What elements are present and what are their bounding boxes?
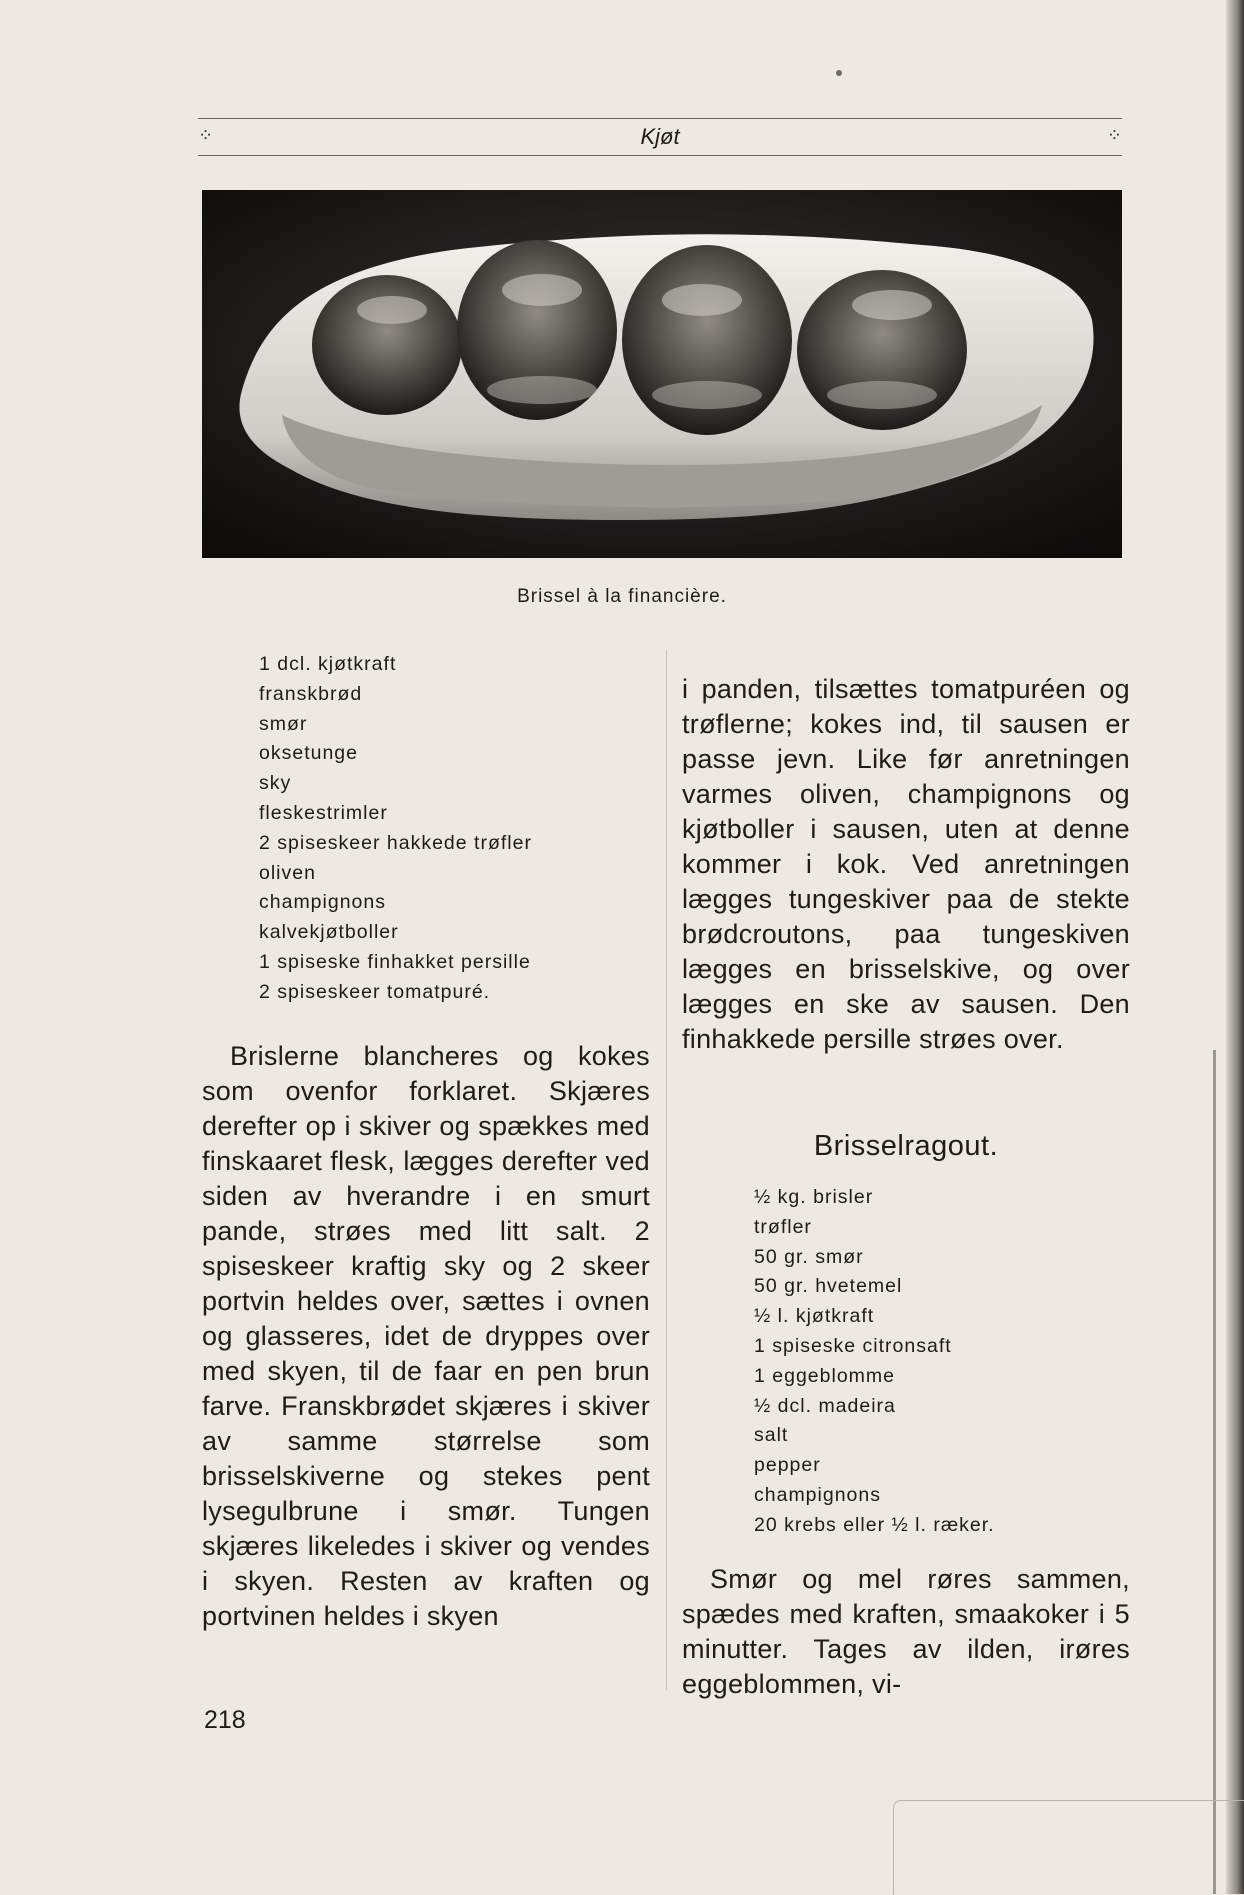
- ingredient-item: 20 krebs eller ½ l. ræker.: [754, 1513, 995, 1536]
- ingredient-list-brissel: [259, 650, 659, 1008]
- dish-photograph: [202, 190, 1122, 558]
- ingredient-item: ½ kg. brisler: [754, 1186, 874, 1208]
- recipe-body-left: Brislerne blancheres og kokes som ovenfor forklaret. Skjæres derefter op i skiver og spækkes med finskaaret flesk, lægges derefter ved siden av hverandre i en smurt pande, strøes med litt salt. 2 spiseskeer kraftig sky og 2 skeer portvin heldes over, sættes i ovnen og glasseres, idet de dryppes over med skyen, til de faar en pen brun farve. Franskbrødet skjæres i skiver av samme størrelse som brisselskiverne og stekes pent lysegulbrune i smør. Tungen skjæres likeledes i skiver og vendes i skyen. Resten av kraften og portvinen heldes i skyen: [202, 1041, 650, 1631]
- ingredient-item: trøfler: [754, 1215, 812, 1238]
- page-number: 218: [204, 1706, 246, 1734]
- column-divider: [666, 650, 667, 1690]
- ingredient-list-brisselragout: [754, 1183, 1154, 1541]
- ingredient-item: ½ dcl. madeira: [754, 1394, 896, 1417]
- ingredient-item: champignons: [259, 891, 386, 914]
- ingredient-item: kalvekjøtboller: [259, 921, 399, 944]
- ingredient-item: 50 gr. smør: [754, 1245, 864, 1268]
- running-header-title: Kjøt: [640, 124, 680, 149]
- ingredient-item: champignons: [754, 1483, 881, 1506]
- dish-illustration: [202, 190, 1122, 558]
- page-edge-line: [1213, 1050, 1216, 1894]
- ingredient-item: sky: [259, 772, 292, 795]
- ingredient-item: 2 spiseskeer tomatpuré.: [259, 980, 491, 1003]
- ingredient-item: smør: [259, 712, 308, 735]
- page-corner-mark: [893, 1800, 1244, 1895]
- ingredient-item: 50 gr. hvetemel: [754, 1275, 903, 1298]
- photo-caption: Brissel à la financière.: [517, 586, 727, 607]
- ingredient-item: 1 spiseske finhakket persille: [259, 950, 531, 973]
- page-edge-shadow: [1226, 0, 1244, 1894]
- ornament-right-icon: ⁘: [1106, 125, 1122, 146]
- ingredient-item: 1 spiseske citronsaft: [754, 1334, 952, 1357]
- running-header: [198, 118, 1122, 156]
- recipe-body-brisselragout: Smør og mel røres sammen, spædes med kraften, smaakoker i 5 minutter. Tages av ilden, irøres eggeblommen, vi-: [682, 1564, 1130, 1699]
- ingredient-item: pepper: [754, 1454, 821, 1477]
- recipe-title-brisselragout: Brisselragout.: [813, 1130, 999, 1162]
- ingredient-item: ½ l. kjøtkraft: [754, 1305, 875, 1328]
- ingredient-item: 1 dcl. kjøtkraft: [259, 653, 397, 675]
- ingredient-item: oksetunge: [259, 742, 358, 765]
- ingredient-item: franskbrød: [259, 682, 363, 705]
- ingredient-item: 2 spiseskeer hakkede trøfler: [259, 831, 532, 854]
- page-speck: [836, 70, 842, 76]
- recipe-body-right: i panden, tilsættes tomatpuréen og trøflerne; kokes ind, til sausen er passe jevn. Like før anretningen varmes oliven, champignons og kjøtboller i sausen, uten at denne kommer i kok. Ved anretningen lægges tungeskiver paa de stekte brødcroutons, paa tungeskiven lægges en brisselskive, og over lægges en ske av sausen. Den finhakkede persille strøes over.: [682, 674, 1130, 1054]
- ingredient-item: fleskestrimler: [259, 801, 388, 824]
- ingredient-item: salt: [754, 1424, 789, 1447]
- ornament-left-icon: ⁘: [198, 125, 214, 146]
- ingredient-item: oliven: [259, 861, 316, 884]
- ingredient-item: 1 eggeblomme: [754, 1364, 895, 1387]
